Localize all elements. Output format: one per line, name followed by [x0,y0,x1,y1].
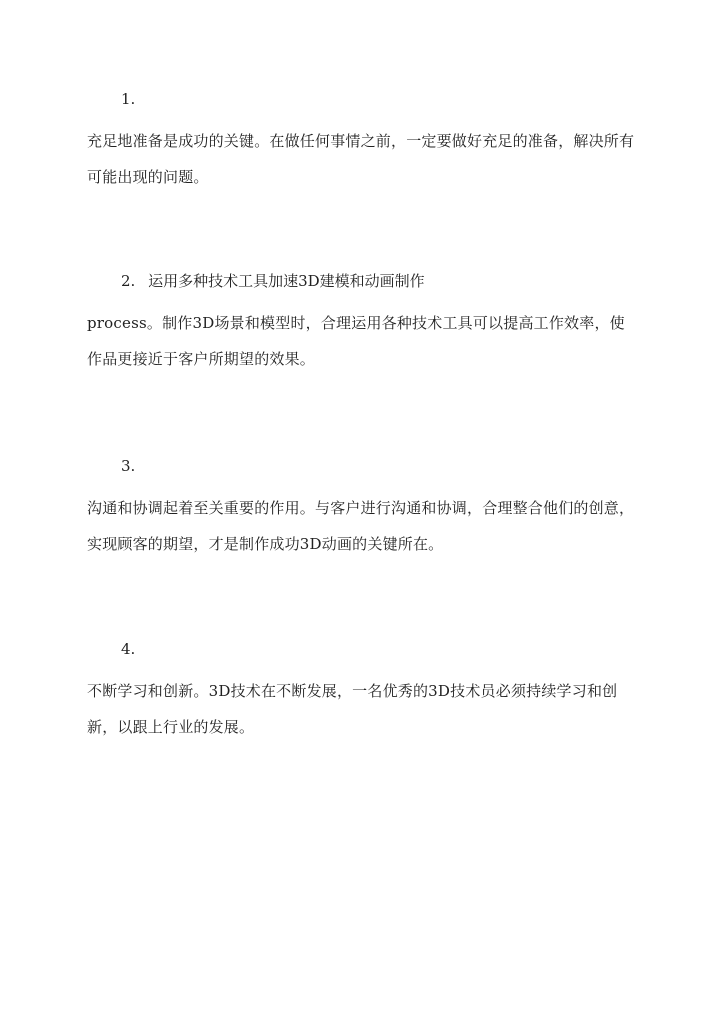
section-number [87,638,637,660]
section-number-label: 2. [121,272,136,290]
section-number [87,270,637,292]
section-number-label: 4. [121,640,136,658]
section-1 [87,88,637,195]
section-body: process。制作3D场景和模型时，合理运用各种技术工具可以提高工作效率，使作品更接近于客户所期望的效果。 [87,314,625,368]
section-number [87,455,637,477]
section-4 [87,638,637,745]
section-body: 沟通和协调起着至关重要的作用。与客户进行沟通和协调，合理整合他们的创意，实现顾客的期望，才是制作成功3D动画的关键所在。 [87,499,635,553]
section-body: 充足地准备是成功的关键。在做任何事情之前，一定要做好充足的准备，解决所有可能出现的问题。 [87,132,635,186]
section-number-label: 1. [121,90,136,108]
section-body: 不断学习和创新。3D技术在不断发展，一名优秀的3D技术员必须持续学习和创新，以跟上行业的发展。 [87,682,618,736]
section-heading: 运用多种技术工具加速3D建模和动画制作 [148,272,425,290]
section-2 [87,270,637,377]
section-number [87,88,637,110]
section-3 [87,455,637,562]
section-number-label: 3. [121,457,136,475]
